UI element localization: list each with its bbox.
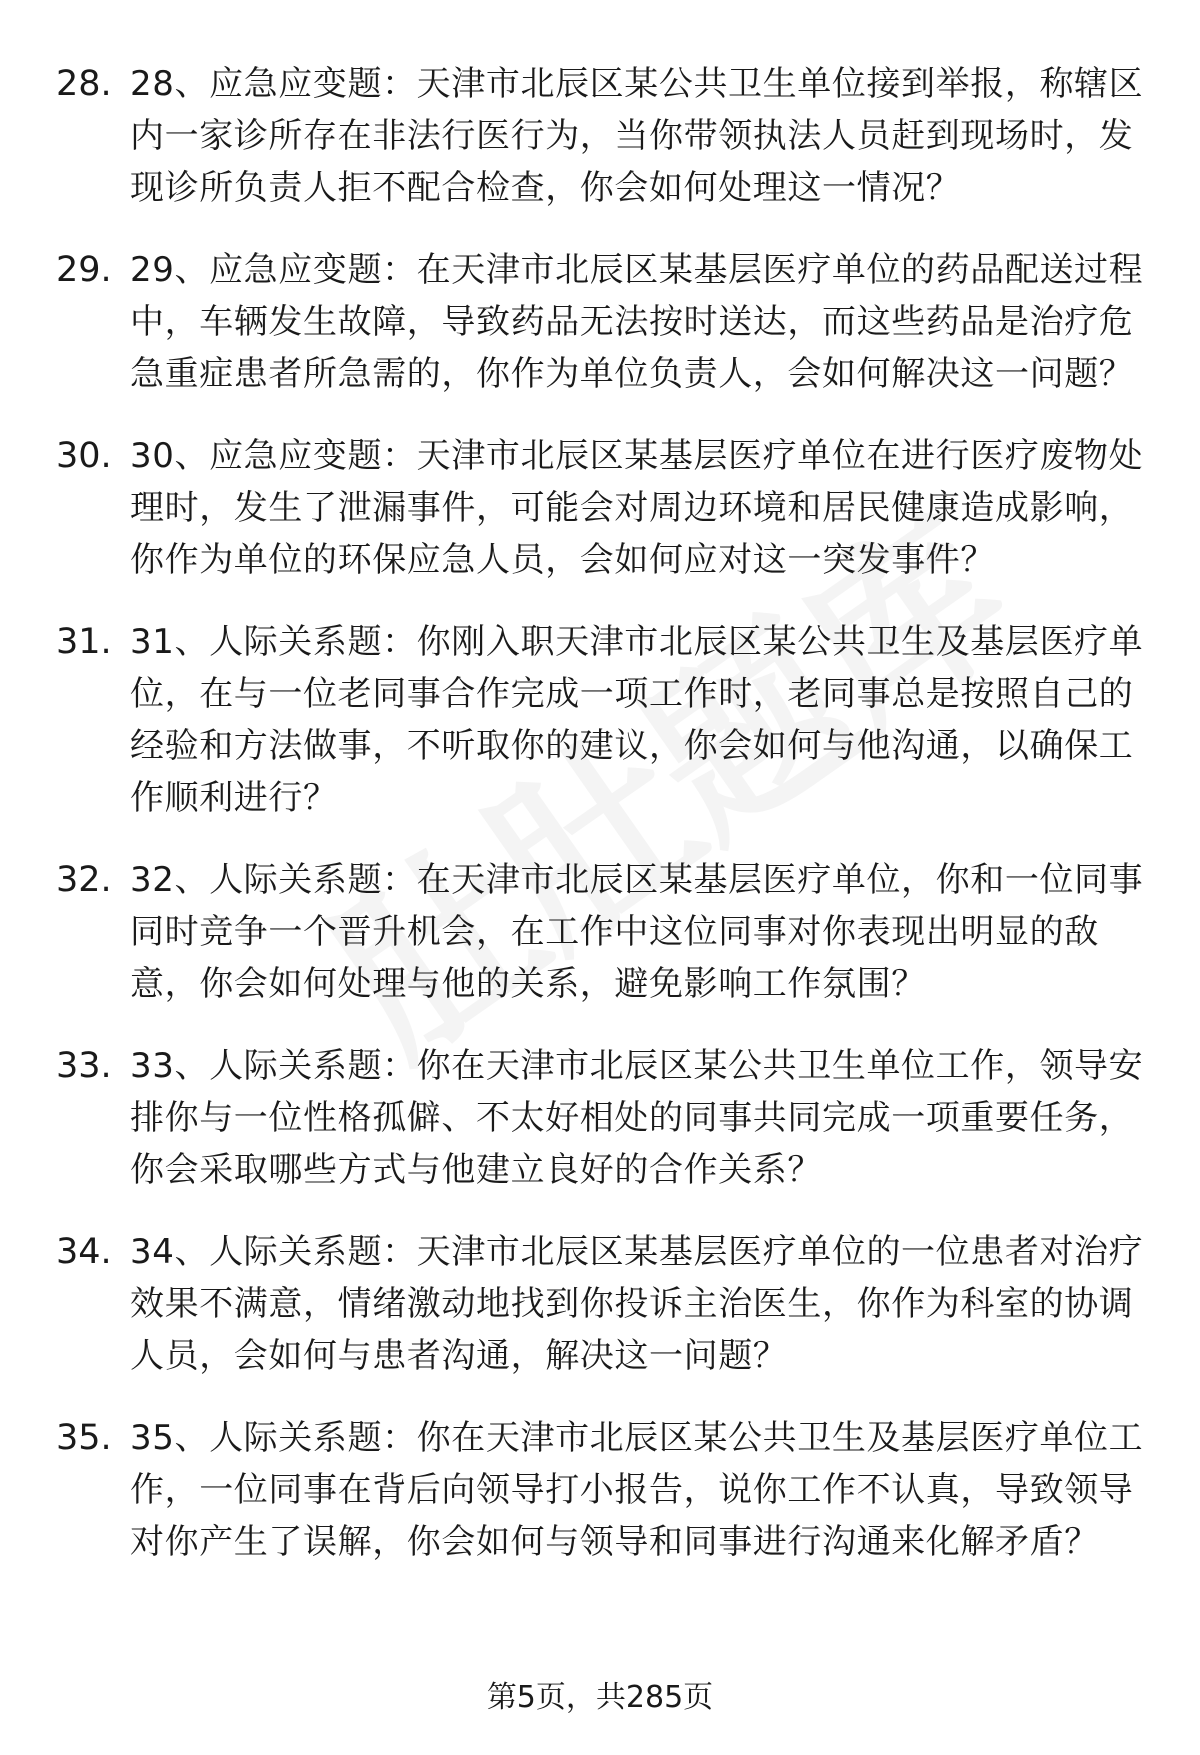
question-number: 30. xyxy=(56,436,112,476)
page-footer: 第5页，共285页 xyxy=(486,1680,714,1715)
question-item xyxy=(56,244,1166,400)
question-number: 28. xyxy=(56,64,112,104)
question-text: 34、人际关系题：天津市北辰区某基层医疗单位的一位患者对治疗效果不满意，情绪激动地找到你投诉主治医生，你作为科室的协调人员，会如何与患者沟通，解决这一问题？ xyxy=(130,1232,1144,1376)
question-list xyxy=(56,58,1166,1598)
question-item xyxy=(56,1226,1166,1382)
question-number: 33. xyxy=(56,1046,112,1086)
question-text: 32、人际关系题：在天津市北辰区某基层医疗单位，你和一位同事同时竞争一个晋升机会，在工作中这位同事对你表现出明显的敌意，你会如何处理与他的关系，避免影响工作氛围？ xyxy=(130,860,1144,1004)
question-item xyxy=(56,1040,1166,1196)
question-item xyxy=(56,854,1166,1010)
question-number: 29. xyxy=(56,250,112,290)
question-text: 35、人际关系题：你在天津市北辰区某公共卫生及基层医疗单位工作，一位同事在背后向领导打小报告，说你工作不认真，导致领导对你产生了误解，你会如何与领导和同事进行沟通来化解矛盾？ xyxy=(130,1418,1144,1562)
question-item xyxy=(56,616,1166,824)
question-text: 33、人际关系题：你在天津市北辰区某公共卫生单位工作，领导安排你与一位性格孤僻、不太好相处的同事共同完成一项重要任务，你会采取哪些方式与他建立良好的合作关系？ xyxy=(130,1046,1144,1190)
question-item xyxy=(56,430,1166,586)
question-number: 32. xyxy=(56,860,112,900)
question-number: 35. xyxy=(56,1418,112,1458)
question-text: 29、应急应变题：在天津市北辰区某基层医疗单位的药品配送过程中，车辆发生故障，导致药品无法按时送达，而这些药品是治疗危急重症患者所急需的，你作为单位负责人，会如何解决这一问题？ xyxy=(130,250,1144,394)
question-number: 34. xyxy=(56,1232,112,1272)
question-number: 31. xyxy=(56,622,112,662)
question-text: 30、应急应变题：天津市北辰区某基层医疗单位在进行医疗废物处理时，发生了泄漏事件，可能会对周边环境和居民健康造成影响，你作为单位的环保应急人员，会如何应对这一突发事件？ xyxy=(130,436,1144,580)
question-text: 28、应急应变题：天津市北辰区某公共卫生单位接到举报，称辖区内一家诊所存在非法行医行为，当你带领执法人员赶到现场时，发现诊所负责人拒不配合检查，你会如何处理这一情况？ xyxy=(130,64,1144,208)
question-text: 31、人际关系题：你刚入职天津市北辰区某公共卫生及基层医疗单位，在与一位老同事合作完成一项工作时，老同事总是按照自己的经验和方法做事，不听取你的建议，你会如何与他沟通，以确保工作顺利进行？ xyxy=(130,622,1144,818)
question-item xyxy=(56,1412,1166,1568)
question-item xyxy=(56,58,1166,214)
